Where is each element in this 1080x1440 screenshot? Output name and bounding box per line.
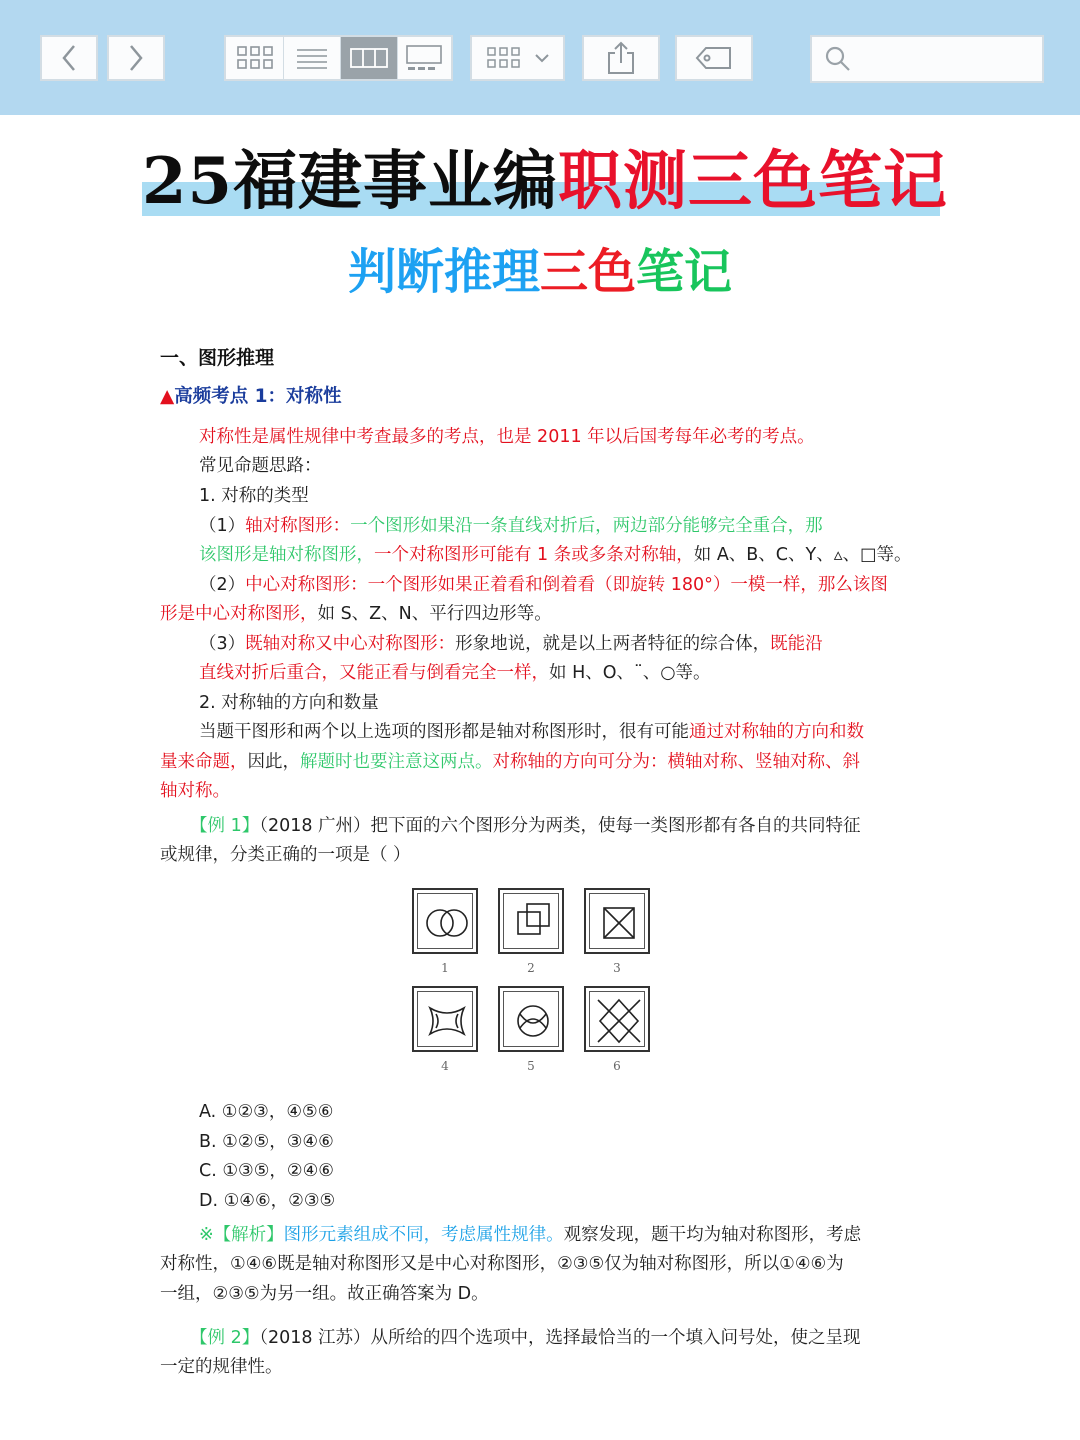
p8-term: 既轴对称又中心对称图形： — [245, 634, 456, 654]
p12-types: 对称轴的方向可分为：横轴对称、竖轴对称、斜 — [492, 752, 860, 772]
option-b: B. ①②⑤，③④⑥ — [199, 1132, 334, 1152]
option-a: A. ①②③，④⑤⑥ — [199, 1102, 334, 1122]
keypoint-heading — [160, 385, 342, 409]
paragraph-12 — [160, 750, 860, 774]
p9-examples: 如 H、O、¨、○等。 — [549, 663, 711, 683]
keypoint-text: 高频考点 1：对称性 — [174, 386, 342, 407]
p12-tip: 解题时也要注意这两点。 — [300, 752, 493, 772]
figure-label-2: 2 — [527, 961, 535, 975]
option-c: C. ①③⑤，②④⑥ — [199, 1161, 334, 1181]
paragraph-9 — [199, 661, 711, 685]
title-red-part: 职测三色笔记 — [558, 144, 949, 219]
analysis-line-2: 对称性，①④⑥既是轴对称图形又是中心对称图形，②③⑤仅为轴对称图形，所以①④⑥为 — [160, 1254, 844, 1274]
example-1-tag: 【例 1】 — [190, 816, 260, 836]
example-2-line-1 — [190, 1326, 861, 1350]
analysis-text-1: 观察发现，题干均为轴对称图形，考虑 — [563, 1225, 862, 1245]
example-2-question: （2018 江苏）从所给的四个选项中，选择最恰当的一个填入问号处，使之呈现 — [259, 1328, 861, 1348]
p11-key: 通过对称轴的方向和数 — [689, 722, 864, 742]
p4-term: 轴对称图形： — [245, 516, 351, 536]
option-d: D. ①④⑥，②③⑤ — [199, 1191, 336, 1211]
paragraph-6 — [199, 573, 888, 597]
p8-desc: 形象地说，就是以上两者特征的综合体， — [455, 634, 771, 654]
example-1-question: （2018 广州）把下面的六个图形分为两类，使每一类图形都有各自的共同特征 — [259, 816, 861, 836]
paragraph-8 — [199, 632, 823, 656]
figure-6 — [584, 986, 650, 1052]
paragraph-3: 1. 对称的类型 — [199, 486, 309, 506]
p5-note: 一个对称图形可能有 1 条或多条对称轴， — [374, 545, 694, 565]
p8-num: （3） — [199, 634, 246, 654]
p12-key: 量来命题， — [160, 752, 248, 772]
subtitle-blue-part: 判断推理 — [347, 244, 540, 300]
figure-3 — [584, 888, 650, 954]
figure-1 — [412, 888, 478, 954]
paragraph-5 — [199, 543, 912, 567]
triangle-icon: ▲ — [160, 386, 175, 407]
title-black-part: 25福建事业编 — [142, 144, 559, 219]
figure-label-1: 1 — [441, 961, 449, 975]
p5-examples: 如 A、B、C、Y、▵、□等。 — [693, 545, 912, 565]
paragraph-7 — [160, 602, 552, 626]
analysis-line-3: 一组，②③⑤为另一组。故正确答案为 D。 — [160, 1284, 489, 1304]
figure-2 — [498, 888, 564, 954]
example-1-line-2: 或规律，分类正确的一项是（ ） — [160, 845, 411, 865]
figure-label-3: 3 — [613, 961, 621, 975]
p5-def: 该图形是轴对称图形， — [199, 545, 374, 565]
paragraph-2: 常见命题思路： — [199, 456, 322, 476]
p4-num: （1） — [199, 516, 246, 536]
section-heading: 一、图形推理 — [160, 347, 275, 369]
paragraph-10: 2. 对称轴的方向和数量 — [199, 693, 379, 713]
p7-examples: 如 S、Z、N、平行四边形等。 — [317, 604, 552, 624]
p6-num: （2） — [199, 575, 246, 595]
paragraph-11 — [199, 720, 864, 744]
analysis-key: 图形元素组成不同，考虑属性规律。 — [283, 1225, 564, 1245]
p12-text: 因此， — [247, 752, 300, 772]
figure-5 — [498, 986, 564, 1052]
p7-def: 形是中心对称图形， — [160, 604, 318, 624]
subtitle-green-part: 笔记 — [636, 244, 733, 300]
analysis-mark: ※【解析】 — [199, 1225, 284, 1245]
p9-def: 直线对折后重合，又能正看与倒看完全一样， — [199, 663, 549, 683]
p4-def: 一个图形如果沿一条直线对折后，两边部分能够完全重合，那 — [350, 516, 823, 536]
p6-def: 中心对称图形：一个图形如果正着看和倒着看（即旋转 180°）一模一样，那么该图 — [245, 575, 888, 595]
analysis-line-1 — [199, 1223, 861, 1247]
p11-text: 当题干图形和两个以上选项的图形都是轴对称图形时，很有可能 — [199, 722, 689, 742]
example-1-line-1 — [190, 814, 861, 838]
figure-label-6: 6 — [613, 1059, 621, 1073]
p8-def: 既能沿 — [770, 634, 823, 654]
figure-label-5: 5 — [527, 1059, 535, 1073]
figure-label-4: 4 — [441, 1059, 449, 1073]
paragraph-4 — [199, 514, 823, 538]
paragraph-13: 轴对称。 — [160, 781, 230, 801]
example-2-tag: 【例 2】 — [190, 1328, 260, 1348]
figure-4 — [412, 986, 478, 1052]
example-2-line-2: 一定的规律性。 — [160, 1357, 283, 1377]
subtitle-red-part: 三色 — [539, 244, 636, 300]
paragraph-1: 对称性是属性规律中考查最多的考点，也是 2011 年以后国考每年必考的考点。 — [199, 427, 815, 447]
